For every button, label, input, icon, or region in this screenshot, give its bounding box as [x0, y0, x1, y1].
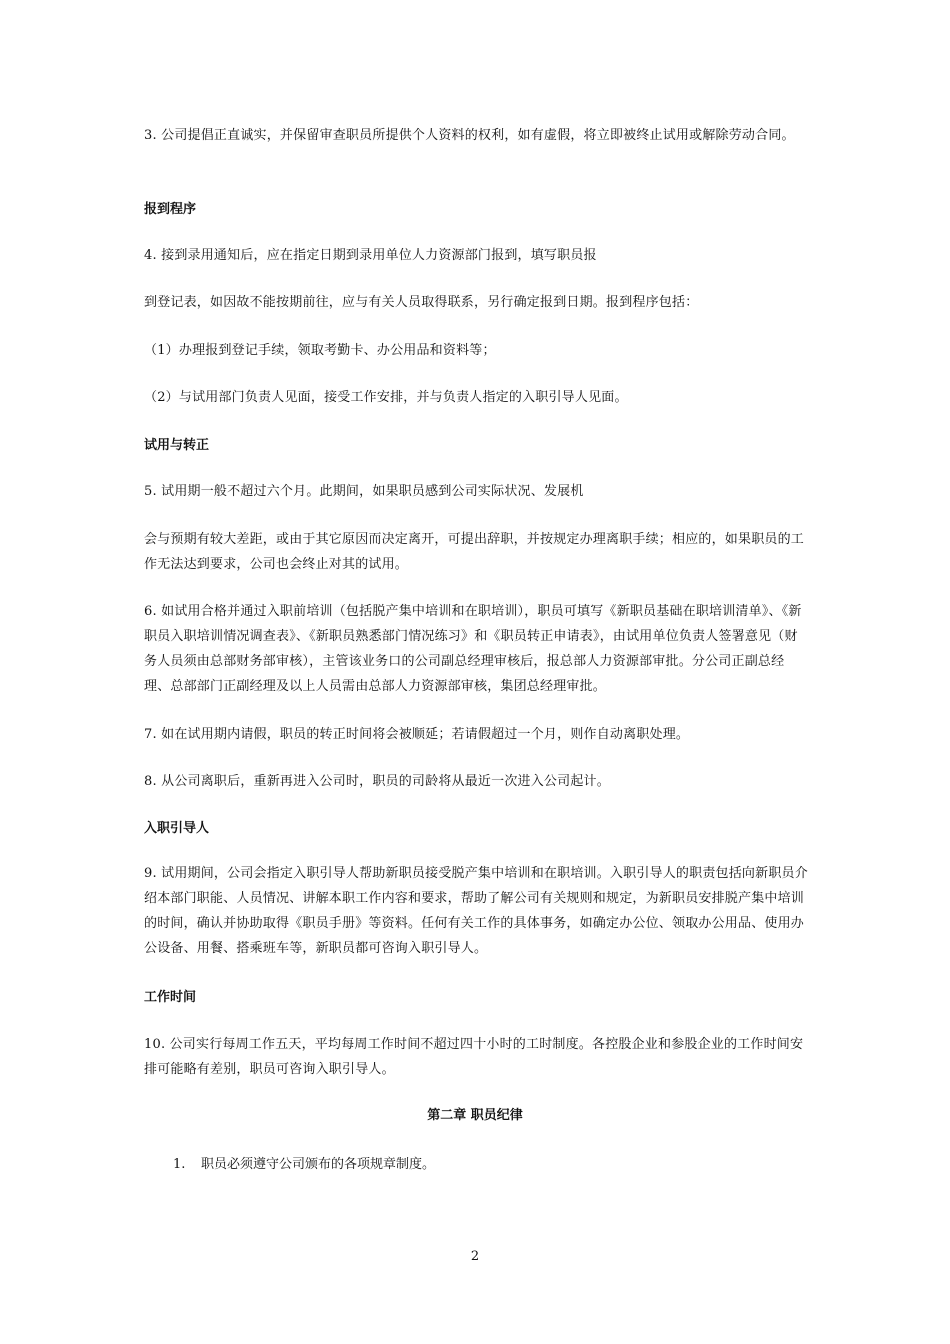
list-item-number: 1.: [173, 1157, 186, 1172]
list-item: [173, 1155, 435, 1175]
heading-report-procedure: 报到程序: [144, 202, 197, 217]
chapter-title: 第二章 职员纪律: [427, 1108, 523, 1123]
paragraph-5b: 会与预期有较大差距，或由于其它原因而决定离开，可提出辞职，并按规定办理离职手续；相应的，如果职员的工作无法达到要求，公司也会终止对其的试用。: [144, 532, 805, 572]
page-number: 2: [470, 1249, 480, 1264]
paragraph-3: 3. 公司提倡正直诚实，并保留审查职员所提供个人资料的权利，如有虚假，将立即被终止试用或解除劳动合同。: [144, 128, 795, 143]
paragraph-4a: 4. 接到录用通知后，应在指定日期到录用单位人力资源部门报到，填写职员报: [144, 248, 597, 263]
paragraph-5a: 5. 试用期一般不超过六个月。此期间，如果职员感到公司实际状况、发展机: [144, 484, 584, 499]
paragraph-10: 10. 公司实行每周工作五天，平均每周工作时间不超过四十小时的工时制度。各控股企业和参股企业的工作时间安排可能略有差别，职员可咨询入职引导人。: [144, 1037, 804, 1077]
heading-probation: 试用与转正: [144, 438, 210, 453]
heading-work-time: 工作时间: [144, 990, 197, 1005]
list-item-text: 职员必须遵守公司颁布的各项规章制度。: [201, 1157, 436, 1172]
paragraph-4b: 到登记表，如因故不能按期前往，应与有关人员取得联系，另行确定报到日期。报到程序包括：: [144, 295, 699, 310]
paragraph-6: 6. 如试用合格并通过入职前培训（包括脱产集中培训和在职培训），职员可填写《新职员基础在职培训清单》、《新职员入职培训情况调查表》、《新职员熟悉部门情况练习》和《职员转正申请表》，由试用单位负责人签署意见（财务人员须由总部财务部审核），主管该业务口的公司副总经理审核后，报总部人力资源部审批。分公司正副总经理、总部部门正副经理及以上人员需由总部人力资源部审核，集团总经理审批。: [144, 604, 802, 694]
heading-onboarding-guide: 入职引导人: [144, 821, 210, 836]
paragraph-4d: （2）与试用部门负责人见面，接受工作安排，并与负责人指定的入职引导人见面。: [144, 390, 628, 405]
paragraph-7: 7. 如在试用期内请假，职员的转正时间将会被顺延；若请假超过一个月，则作自动离职处理。: [144, 727, 690, 742]
paragraph-9: 9. 试用期间，公司会指定入职引导人帮助新职员接受脱产集中培训和在职培训。入职引导人的职责包括向新职员介绍本部门职能、人员情况、讲解本职工作内容和要求，帮助了解公司有关规则和规定，为新职员安排脱产集中培训的时间，确认并协助取得《职员手册》等资料。任何有关工作的具体事务，如确定办公位、领取办公用品、使用办公设备、用餐、搭乘班车等，新职员都可咨询入职引导人。: [144, 866, 808, 956]
paragraph-8: 8. 从公司离职后，重新再进入公司时，职员的司龄将从最近一次进入公司起计。: [144, 774, 610, 789]
paragraph-4c: （1）办理报到登记手续，领取考勤卡、办公用品和资料等；: [144, 343, 496, 358]
